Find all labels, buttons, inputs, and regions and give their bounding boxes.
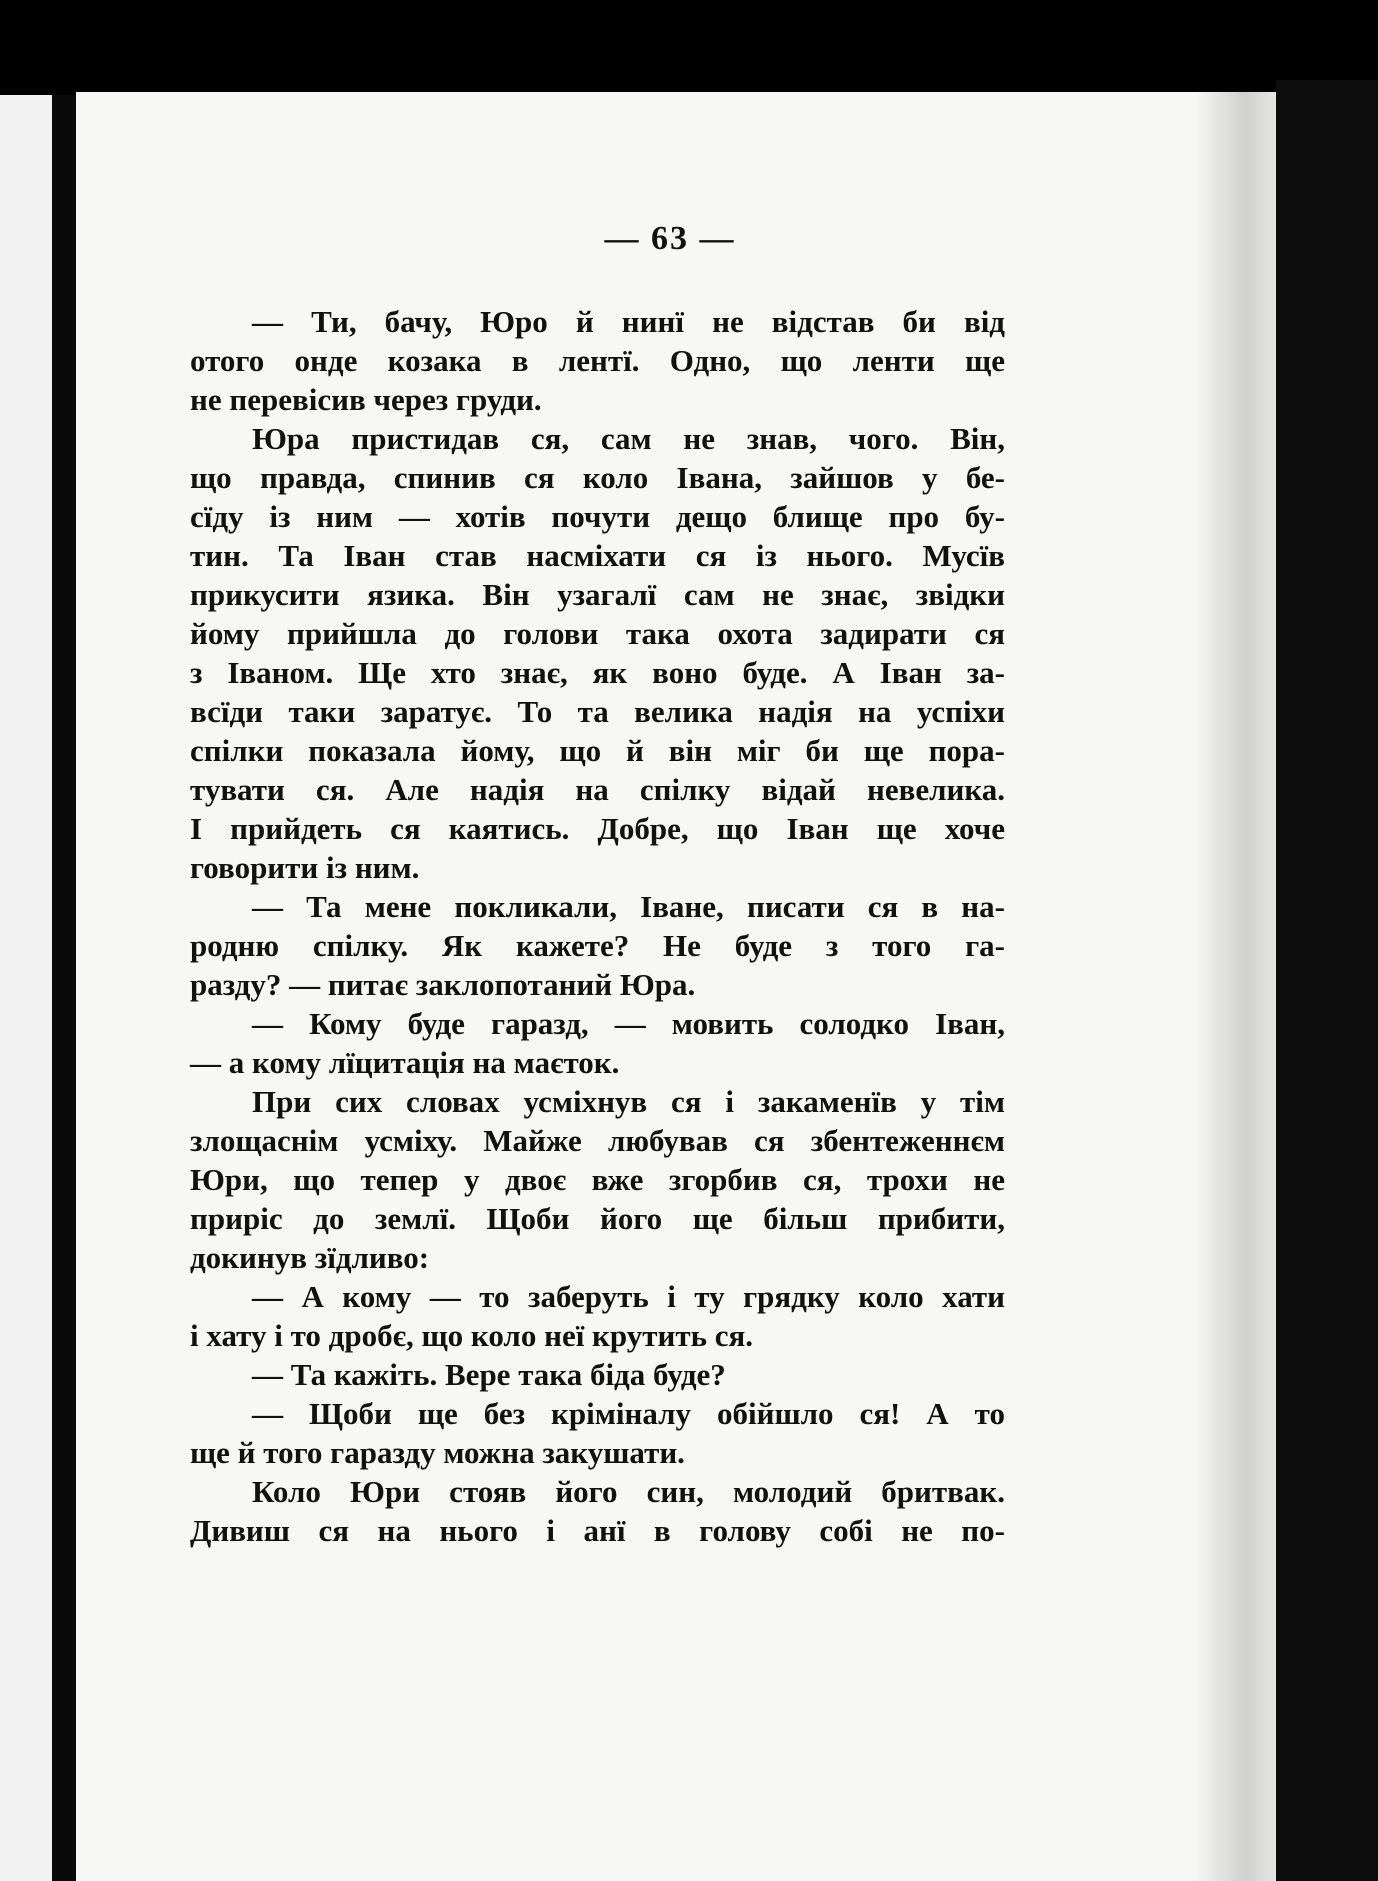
text-line: Дивиш ся на нього і анї в голову собі не по-: [190, 1513, 1005, 1548]
text-line: І прийдеть ся каятись. Добре, що Іван ще хоче: [190, 811, 1005, 846]
text-line: Коло Юри стояв його син, молодий бритвак.: [252, 1474, 1005, 1509]
book-spine-shadow: [52, 95, 76, 1881]
text-line: разду? — питає заклопотаний Юра.: [190, 967, 696, 1002]
page-stack-edge: [1198, 92, 1276, 1881]
text-line: говорити із ним.: [190, 850, 420, 885]
text-line: тувати ся. Але надія на спілку відай невелика.: [190, 772, 1005, 807]
text-line: не перевісив через груди.: [190, 382, 542, 417]
text-line: прикусити язика. Він узагалї сам не знає, звідки: [190, 577, 1005, 612]
text-line: тин. Та Іван став насміхати ся із нього. Мусїв: [190, 538, 1005, 573]
previous-page-edge: [0, 95, 52, 1881]
text-line: родню спілку. Як кажете? Не буде з того га-: [190, 928, 1005, 963]
text-line: — Ти, бачу, Юро й нинї не відстав би від: [252, 304, 1005, 339]
page-body-text: [190, 302, 1005, 1550]
text-line: Юри, що тепер у двоє вже згорбив ся, трохи не: [190, 1162, 1005, 1197]
text-line: — Кому буде гаразд, — мовить солодко Іван,: [252, 1006, 1005, 1041]
text-line: — Та мене покликали, Іване, писати ся в на-: [252, 889, 1005, 924]
text-line: спілки показала йому, що й він міг би ще пора-: [190, 733, 1005, 768]
text-line: — а кому лїцитація на маєток.: [190, 1045, 620, 1080]
text-line: отого онде козака в лентї. Одно, що ленти ще: [190, 343, 1005, 378]
text-line: приріс до землї. Щоби його ще більш прибити,: [190, 1201, 1005, 1236]
text-line: При сих словах усміхнув ся і закаменїв у тім: [252, 1084, 1005, 1119]
text-line: що правда, спинив ся коло Івана, зайшов у бе-: [190, 460, 1005, 495]
text-line: злощаснім усміху. Майже любував ся збентеженнєм: [190, 1123, 1005, 1158]
text-line: ще й того гаразду можна закушати.: [190, 1435, 685, 1470]
text-line: всїди таки заратує. То та велика надія на успіхи: [190, 694, 1005, 729]
text-line: Юра пристидав ся, сам не знав, чого. Він,: [252, 421, 1005, 456]
text-line: — Та кажіть. Вере така біда буде?: [252, 1357, 726, 1392]
text-line: — Щоби ще без кріміналу обійшло ся! А то: [252, 1396, 1005, 1431]
page-number: — 63 —: [604, 220, 736, 257]
book-cover-edge: [1276, 80, 1378, 1881]
text-line: — А кому — то заберуть і ту грядку коло хати: [252, 1279, 1005, 1314]
text-line: і хату і то дробє, що коло неї крутить ся.: [190, 1318, 753, 1353]
text-line: докинув зїдливо:: [190, 1240, 430, 1275]
text-line: йому прийшла до голови така охота задирати ся: [190, 616, 1005, 651]
text-line: з Іваном. Ще хто знає, як воно буде. А Іван за-: [190, 655, 1005, 690]
text-line: сїду із ним — хотів почути дещо блище про бу-: [190, 499, 1005, 534]
